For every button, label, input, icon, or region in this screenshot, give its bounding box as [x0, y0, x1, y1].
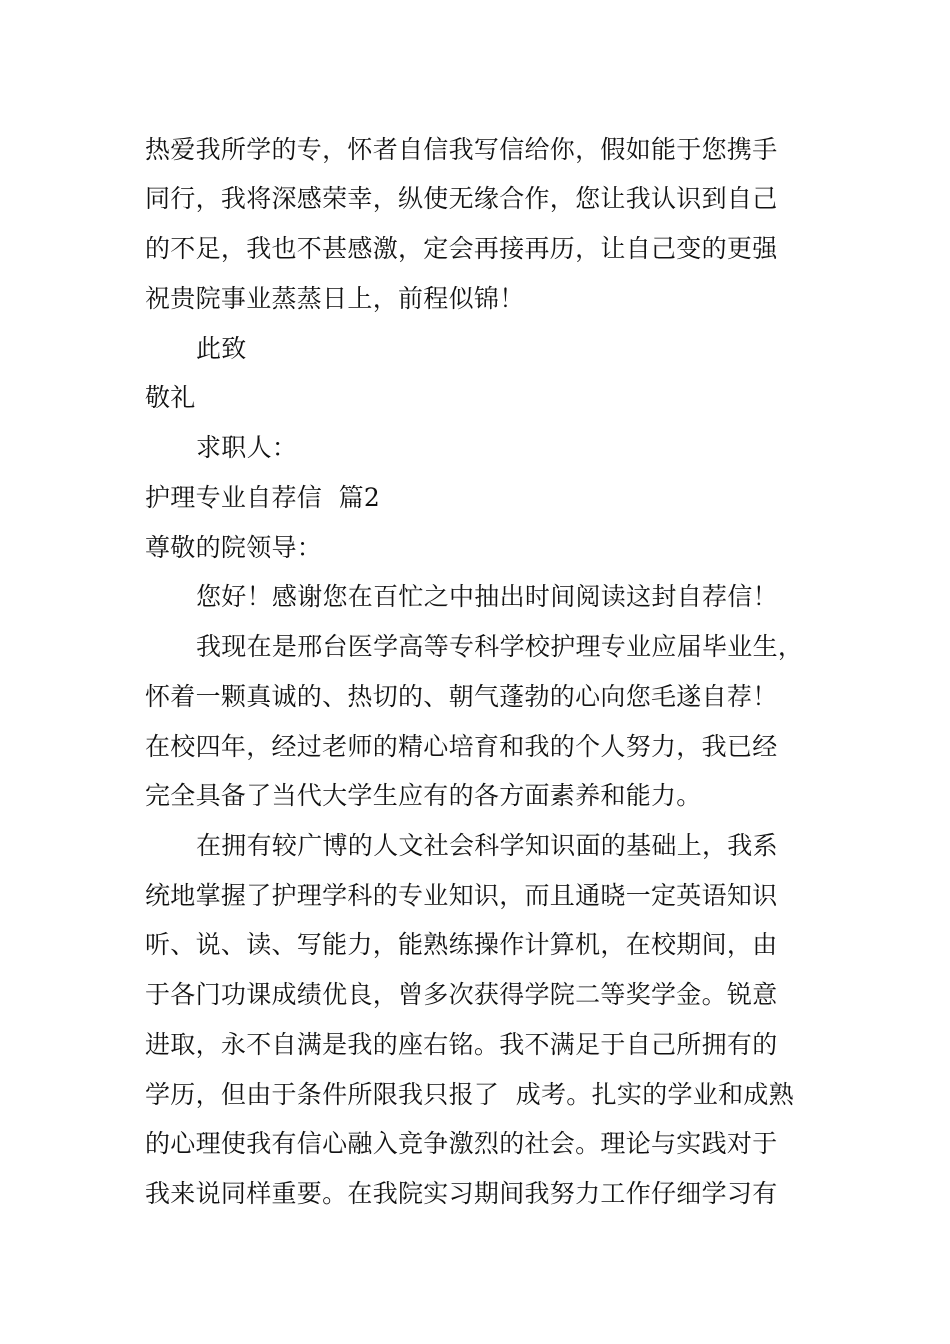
paragraph-line: 在拥有较广博的人文社会科学知识面的基础上，我系: [196, 831, 778, 860]
paragraph-line: 的心理使我有信心融入竞争激烈的社会。理论与实践对于: [145, 1129, 778, 1158]
paragraph-line: 听、说、读、写能力，能熟练操作计算机，在校期间，由: [145, 930, 778, 959]
greeting: 尊敬的院领导：: [145, 533, 323, 562]
paragraph-line: 学历，但由于条件所限我只报了 成考。扎实的学业和成熟: [145, 1080, 794, 1109]
paragraph-line: 怀着一颗真诚的、热切的、朝气蓬勃的心向您毛遂自荐！: [145, 682, 778, 711]
paragraph-line: 在校四年，经过老师的精心培育和我的个人努力，我已经: [145, 732, 778, 761]
paragraph-line: 祝贵院事业蒸蒸日上，前程似锦！: [145, 284, 525, 313]
paragraph-line: 进取，永不自满是我的座右铭。我不满足于自己所拥有的: [145, 1030, 778, 1059]
paragraph-line: 统地掌握了护理学科的专业知识，而且通晓一定英语知识: [145, 881, 778, 910]
paragraph-line: 完全具备了当代大学生应有的各方面素养和能力。: [145, 781, 702, 810]
closing-salutation: 此致: [196, 334, 247, 363]
paragraph-line: 的不足，我也不甚感激，定会再接再历，让自己变的更强: [145, 234, 778, 263]
paragraph-line: 同行，我将深感荣幸，纵使无缘合作，您让我认识到自己: [145, 184, 778, 213]
paragraph-line: 您好！感谢您在百忙之中抽出时间阅读这封自荐信！: [196, 582, 778, 611]
section-title: 护理专业自荐信 篇2: [145, 483, 381, 512]
paragraph-line: 我现在是邢台医学高等专科学校护理专业应届毕业生，: [196, 632, 804, 661]
closing-regards: 敬礼: [145, 383, 196, 412]
paragraph-line: 我来说同样重要。在我院实习期间我努力工作仔细学习有: [145, 1179, 778, 1208]
paragraph-line: 热爱我所学的专，怀者自信我写信给你，假如能于您携手: [145, 135, 778, 164]
paragraph-line: 于各门功课成绩优良，曾多次获得学院二等奖学金。锐意: [145, 980, 778, 1009]
signature-label: 求职人：: [196, 433, 298, 462]
